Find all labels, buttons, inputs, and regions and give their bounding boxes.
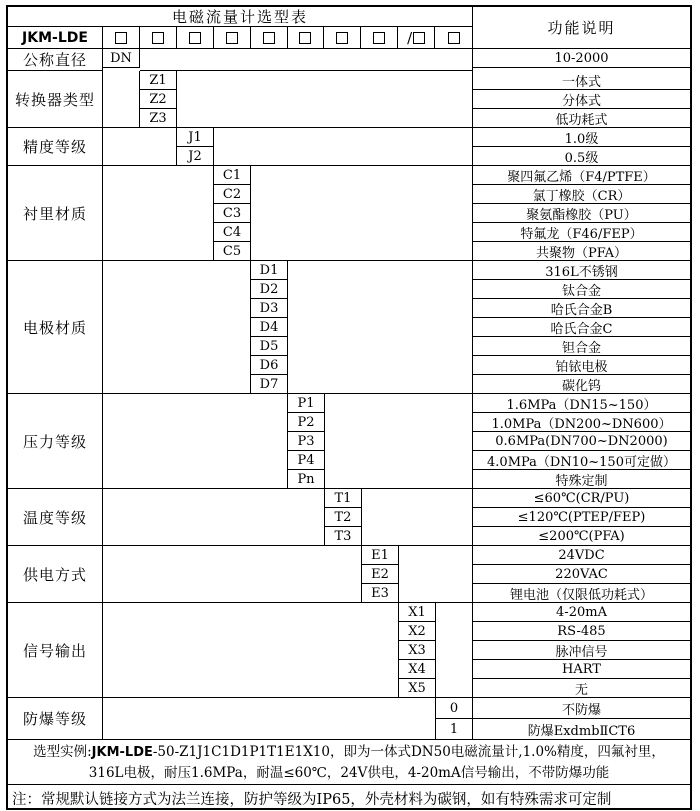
merged-empty-cell [103,261,251,394]
value-cell: 聚四氟乙烯（F4/PTFE） [473,166,690,185]
merged-empty-cell [140,49,473,71]
merged-empty-cell [103,71,140,128]
merged-empty-cell [399,546,473,603]
value-cell: 10-2000 [473,49,690,68]
value-cell: 钽合金 [473,337,690,356]
section-label: 公称直径 [8,49,103,71]
merged-empty-cell [436,603,473,698]
value-cell: 0.6MPa(DN700~DN2000) [473,432,690,451]
value-cell: 共聚物（PFA） [473,242,690,261]
merged-empty-cell [103,603,399,698]
code-cell: C4 [214,223,251,242]
value-cell: 一体式 [473,71,690,90]
value-cell: 脉冲信号 [473,641,690,660]
code-cell: Z1 [140,71,177,90]
model-checkbox-cell [288,27,325,49]
code-cell: T1 [325,489,362,508]
note-text: 注：常规默认链接方式为法兰连接，防护等级为IP65，外壳材料为碳钢，如有特殊需求可定制 [12,791,612,808]
code-cell: P3 [288,432,325,451]
code-cell: X3 [399,641,436,660]
code-cell: X2 [399,622,436,641]
value-cell: 1.0MPa（DN200~DN600） [473,413,690,432]
value-cell: 220VAC [473,565,690,584]
value-cell: 哈氏合金C [473,318,690,337]
value-cell: 0.5级 [473,147,690,166]
section-label: 压力等级 [8,394,103,489]
example-line1-text: -50-Z1J1C1D1P1T1E1X10，即为一体式DN50电磁流量计,1.0%精度，四氟衬里， [152,743,665,760]
checkbox-icon [226,32,238,44]
example-line-2 [8,763,690,783]
value-cell: 防爆ExdmbⅡCT6 [473,719,690,740]
code-cell: E2 [362,565,399,584]
merged-empty-cell [177,71,473,128]
code-cell: J2 [177,147,214,166]
model-prefix: JKM-LDE [8,27,103,49]
value-cell: 无 [473,679,690,698]
code-cell: DN [103,49,140,68]
model-checkbox-cell [214,27,251,49]
section-nominal-diameter [8,49,690,71]
code-cell: D7 [251,375,288,394]
code-cell: Z2 [140,90,177,109]
value-cell: ≤120℃(PTEP/FEP) [473,508,690,527]
value-cell: 氯丁橡胶（CR） [473,185,690,204]
section-lining-material [8,166,690,261]
model-checkbox-cell [435,27,472,49]
section-converter-type [8,71,690,128]
model-checkbox-cell [361,27,398,49]
value-cell: ≤200℃(PFA) [473,527,690,546]
section-label: 防爆等级 [8,698,103,740]
value-cell: 4.0MPa（DN10~150可定做） [473,451,690,470]
checkbox-icon [189,32,201,44]
function-column-header: 功能说明 [473,7,690,49]
code-cell: D5 [251,337,288,356]
selection-example-row [8,740,690,785]
code-cell: E1 [362,546,399,565]
value-cell: 钛合金 [473,280,690,299]
section-accuracy-class [8,128,690,166]
header-left-block [8,7,473,49]
code-cell: C1 [214,166,251,185]
checkbox-icon [115,32,127,44]
merged-empty-cell [103,128,177,166]
section-pressure-rating [8,394,690,489]
section-label: 供电方式 [8,546,103,603]
note-row [8,785,690,811]
code-cell: J1 [177,128,214,147]
code-cell: 1 [436,719,473,740]
value-cell: 特氟龙（F46/FEP） [473,223,690,242]
checkbox-icon [373,32,385,44]
code-cell: C5 [214,242,251,261]
merged-empty-cell [103,698,436,740]
model-checkbox-cell [251,27,288,49]
slash-mark: / [407,28,413,47]
merged-empty-cell [251,166,473,261]
value-cell: 316L不锈钢 [473,261,690,280]
code-cell: T2 [325,508,362,527]
selection-table [6,5,692,810]
value-cell: 4-20mA [473,603,690,622]
section-electrode-material [8,261,690,394]
code-cell: C2 [214,185,251,204]
value-cell: 特殊定制 [473,470,690,489]
section-signal-output [8,603,690,698]
code-cell: D4 [251,318,288,337]
value-cell: 分体式 [473,90,690,109]
code-cell: D2 [251,280,288,299]
model-checkbox-cell [324,27,361,49]
value-cell: 碳化钨 [473,375,690,394]
code-cell: E3 [362,584,399,603]
code-cell: P2 [288,413,325,432]
model-checkbox-cell-slash [398,27,435,49]
section-temperature-rating [8,489,690,546]
code-cell: C3 [214,204,251,223]
section-label: 电极材质 [8,261,103,394]
code-cell: D3 [251,299,288,318]
section-label: 衬里材质 [8,166,103,261]
code-cell: X4 [399,660,436,679]
value-cell: 1.6MPa（DN15~150） [473,394,690,413]
value-cell: ≤60℃(CR/PU) [473,489,690,508]
table-header [8,7,690,49]
checkbox-icon [413,32,425,44]
value-cell: 哈氏合金B [473,299,690,318]
code-cell: 0 [436,698,473,719]
code-cell: D6 [251,356,288,375]
value-cell: 铂铱电极 [473,356,690,375]
value-cell: 聚氨酯橡胶（PU） [473,204,690,223]
section-explosion-proof [8,698,690,740]
code-cell: D1 [251,261,288,280]
section-label: 信号输出 [8,603,103,698]
example-line-1 [8,742,690,763]
code-cell: X5 [399,679,436,698]
code-cell: Pn [288,470,325,489]
merged-empty-cell [288,261,473,394]
checkbox-icon [336,32,348,44]
checkbox-icon [448,32,460,44]
value-cell: 24VDC [473,546,690,565]
value-cell: 低功耗式 [473,109,690,128]
section-power-supply [8,546,690,603]
checkbox-icon [299,32,311,44]
checkbox-icon [263,32,275,44]
section-label: 温度等级 [8,489,103,546]
merged-empty-cell [325,394,473,489]
code-cell: X1 [399,603,436,622]
code-cell: T3 [325,527,362,546]
table-title: 电磁流量计选型表 [8,7,472,27]
value-cell: HART [473,660,690,679]
code-cell: P4 [288,451,325,470]
section-label: 精度等级 [8,128,103,166]
merged-empty-cell [214,128,473,166]
merged-empty-cell [103,546,362,603]
merged-empty-cell [103,166,214,261]
example-model-code: JKM-LDE [91,744,153,760]
value-cell: 不防爆 [473,698,690,719]
merged-empty-cell [103,394,288,489]
section-label: 转换器类型 [8,71,103,128]
model-checkbox-cell [177,27,214,49]
code-cell: P1 [288,394,325,413]
value-cell: 1.0级 [473,128,690,147]
example-label: 选型实例: [33,743,92,760]
value-cell: 锂电池（仅限低功耗式） [473,584,690,603]
checkbox-icon [152,32,164,44]
model-code-row [8,27,472,49]
model-checkbox-cell [103,27,140,49]
code-cell: Z3 [140,109,177,128]
model-checkbox-cell [140,27,177,49]
example-line2-text: 316L电极，耐压1.6MPa，耐温≤60℃，24V供电，4-20mA信号输出，不带防爆功能 [88,764,610,781]
merged-empty-cell [103,489,325,546]
merged-empty-cell [362,489,473,546]
value-cell: RS-485 [473,622,690,641]
